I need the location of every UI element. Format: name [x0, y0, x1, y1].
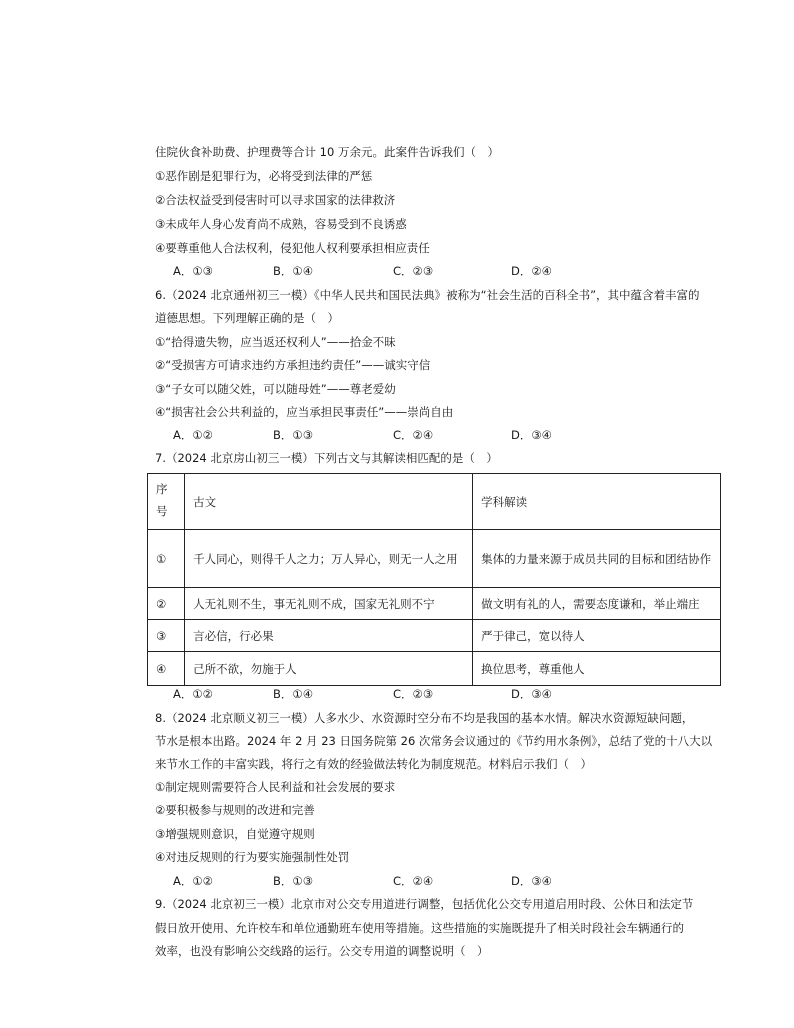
q7-header-classical: 古文: [185, 474, 473, 530]
q5-option-b: B．①④: [273, 264, 314, 278]
q7-row4-interpretation: 换位思考，尊重他人: [473, 652, 721, 686]
q7-row1-index: ①: [148, 530, 185, 588]
q6-option-d: D．③④: [511, 428, 552, 442]
q6-option-c: C．②④: [393, 428, 434, 442]
q7-stem: 7.（2024 北京房山初三一模）下列古文与其解读相匹配的是（ ）: [155, 451, 498, 465]
q5-item-3: ③未成年人身心发育尚不成熟，容易受到不良诱惑: [155, 217, 407, 231]
q7-row3-interpretation: 严于律己，宽以待人: [473, 620, 721, 652]
q7-row4-classical: 己所不欲，勿施于人: [185, 652, 473, 686]
table-row: [148, 588, 721, 620]
q5-item-4: ④要尊重他人合法权利，侵犯他人权利要承担相应责任: [155, 241, 430, 255]
q6-item-3: ③“子女可以随父姓，可以随母姓”——尊老爱幼: [155, 382, 396, 396]
q9-stem-line-2: 假日放开使用、允许校车和单位通勤班车使用等措施。这些措施的实施既提升了相关时段社会车辆通行的: [155, 921, 684, 935]
q5-stem-tail: 住院伙食补助费、护理费等合计 10 万余元。此案件告诉我们（ ）: [155, 145, 499, 159]
q7-option-a: A．①②: [173, 687, 213, 701]
table-row: [148, 530, 721, 588]
q5-option-d: D．②④: [511, 264, 552, 278]
q8-item-3: ③增强规则意识，自觉遵守规则: [155, 827, 315, 841]
q9-stem-line-1: 9.（2024 北京初三一模）北京市对公交专用道进行调整，包括优化公交专用道启用时段、公休日和法定节: [155, 897, 694, 911]
q7-header-interpretation: 学科解读: [473, 474, 721, 530]
q8-stem-line-2: 节水是根本出路。2024 年 2 月 23 日国务院第 26 次常务会议通过的《节约用水条例》，总结了党的十八大以: [155, 734, 713, 748]
q7-option-c: C．②③: [393, 687, 434, 701]
q6-stem-line-1: 6.（2024 北京通州初三一模）《中华人民共和国民法典》被称为“社会生活的百科全书”，其中蕴含着丰富的: [155, 288, 700, 302]
q6-option-b: B．①③: [273, 428, 314, 442]
q7-row2-index: ②: [148, 588, 185, 620]
q8-item-4: ④对违反规则的行为要实施强制性处罚: [155, 850, 350, 864]
q7-option-b: B．①④: [273, 687, 314, 701]
q8-option-b: B．①③: [273, 874, 314, 888]
q7-header-index: 序号: [148, 474, 185, 530]
q5-item-2: ②合法权益受到侵害时可以寻求国家的法律救济: [155, 193, 396, 207]
q8-option-d: D．③④: [511, 874, 552, 888]
q5-option-c: C．②③: [393, 264, 434, 278]
q7-row3-classical: 言必信，行必果: [185, 620, 473, 652]
q7-row1-interpretation: 集体的力量来源于成员共同的目标和团结协作: [473, 530, 721, 588]
q8-item-1: ①制定规则需要符合人民利益和社会发展的要求: [155, 780, 396, 794]
q8-option-a: A．①②: [173, 874, 213, 888]
q7-row4-index: ④: [148, 652, 185, 686]
q8-item-2: ②要积极参与规则的改进和完善: [155, 803, 315, 817]
table-row: [148, 620, 721, 652]
q7-row3-index: ③: [148, 620, 185, 652]
q7-row1-classical: 千人同心，则得千人之力；万人异心，则无一人之用: [185, 530, 473, 588]
q9-stem-line-3: 效率，也没有影响公交线路的运行。公交专用道的调整说明（ ）: [155, 944, 489, 958]
q8-stem-line-1: 8.（2024 北京顺义初三一模）人多水少、水资源时空分布不均是我国的基本水情。解决水资源短缺问题，: [155, 711, 694, 725]
q7-row2-classical: 人无礼则不生，事无礼则不成，国家无礼则不宁: [185, 588, 473, 620]
q8-option-c: C．②④: [393, 874, 434, 888]
q7-table: [147, 473, 721, 686]
q6-item-1: ①“拾得遗失物，应当返还权利人”——拾金不昧: [155, 335, 396, 349]
q5-option-a: A．①③: [173, 264, 213, 278]
q7-option-d: D．③④: [511, 687, 552, 701]
q7-row2-interpretation: 做文明有礼的人，需要态度谦和，举止端庄: [473, 588, 721, 620]
q6-item-4: ④“损害社会公共利益的，应当承担民事责任”——崇尚自由: [155, 405, 454, 419]
q7-table-header: [148, 474, 721, 530]
q6-stem-line-2: 道德思想。下列理解正确的是（ ）: [155, 311, 339, 325]
q6-option-a: A．①②: [173, 428, 213, 442]
q6-item-2: ②“受损害方可请求违约方承担违约责任”——诚实守信: [155, 358, 431, 372]
q5-item-1: ①恶作剧是犯罪行为，必将受到法律的严惩: [155, 169, 373, 183]
q8-stem-line-3: 来节水工作的丰富实践，将行之有效的经验做法转化为制度规范。材料启示我们（ ）: [155, 757, 592, 771]
table-row: [148, 652, 721, 686]
